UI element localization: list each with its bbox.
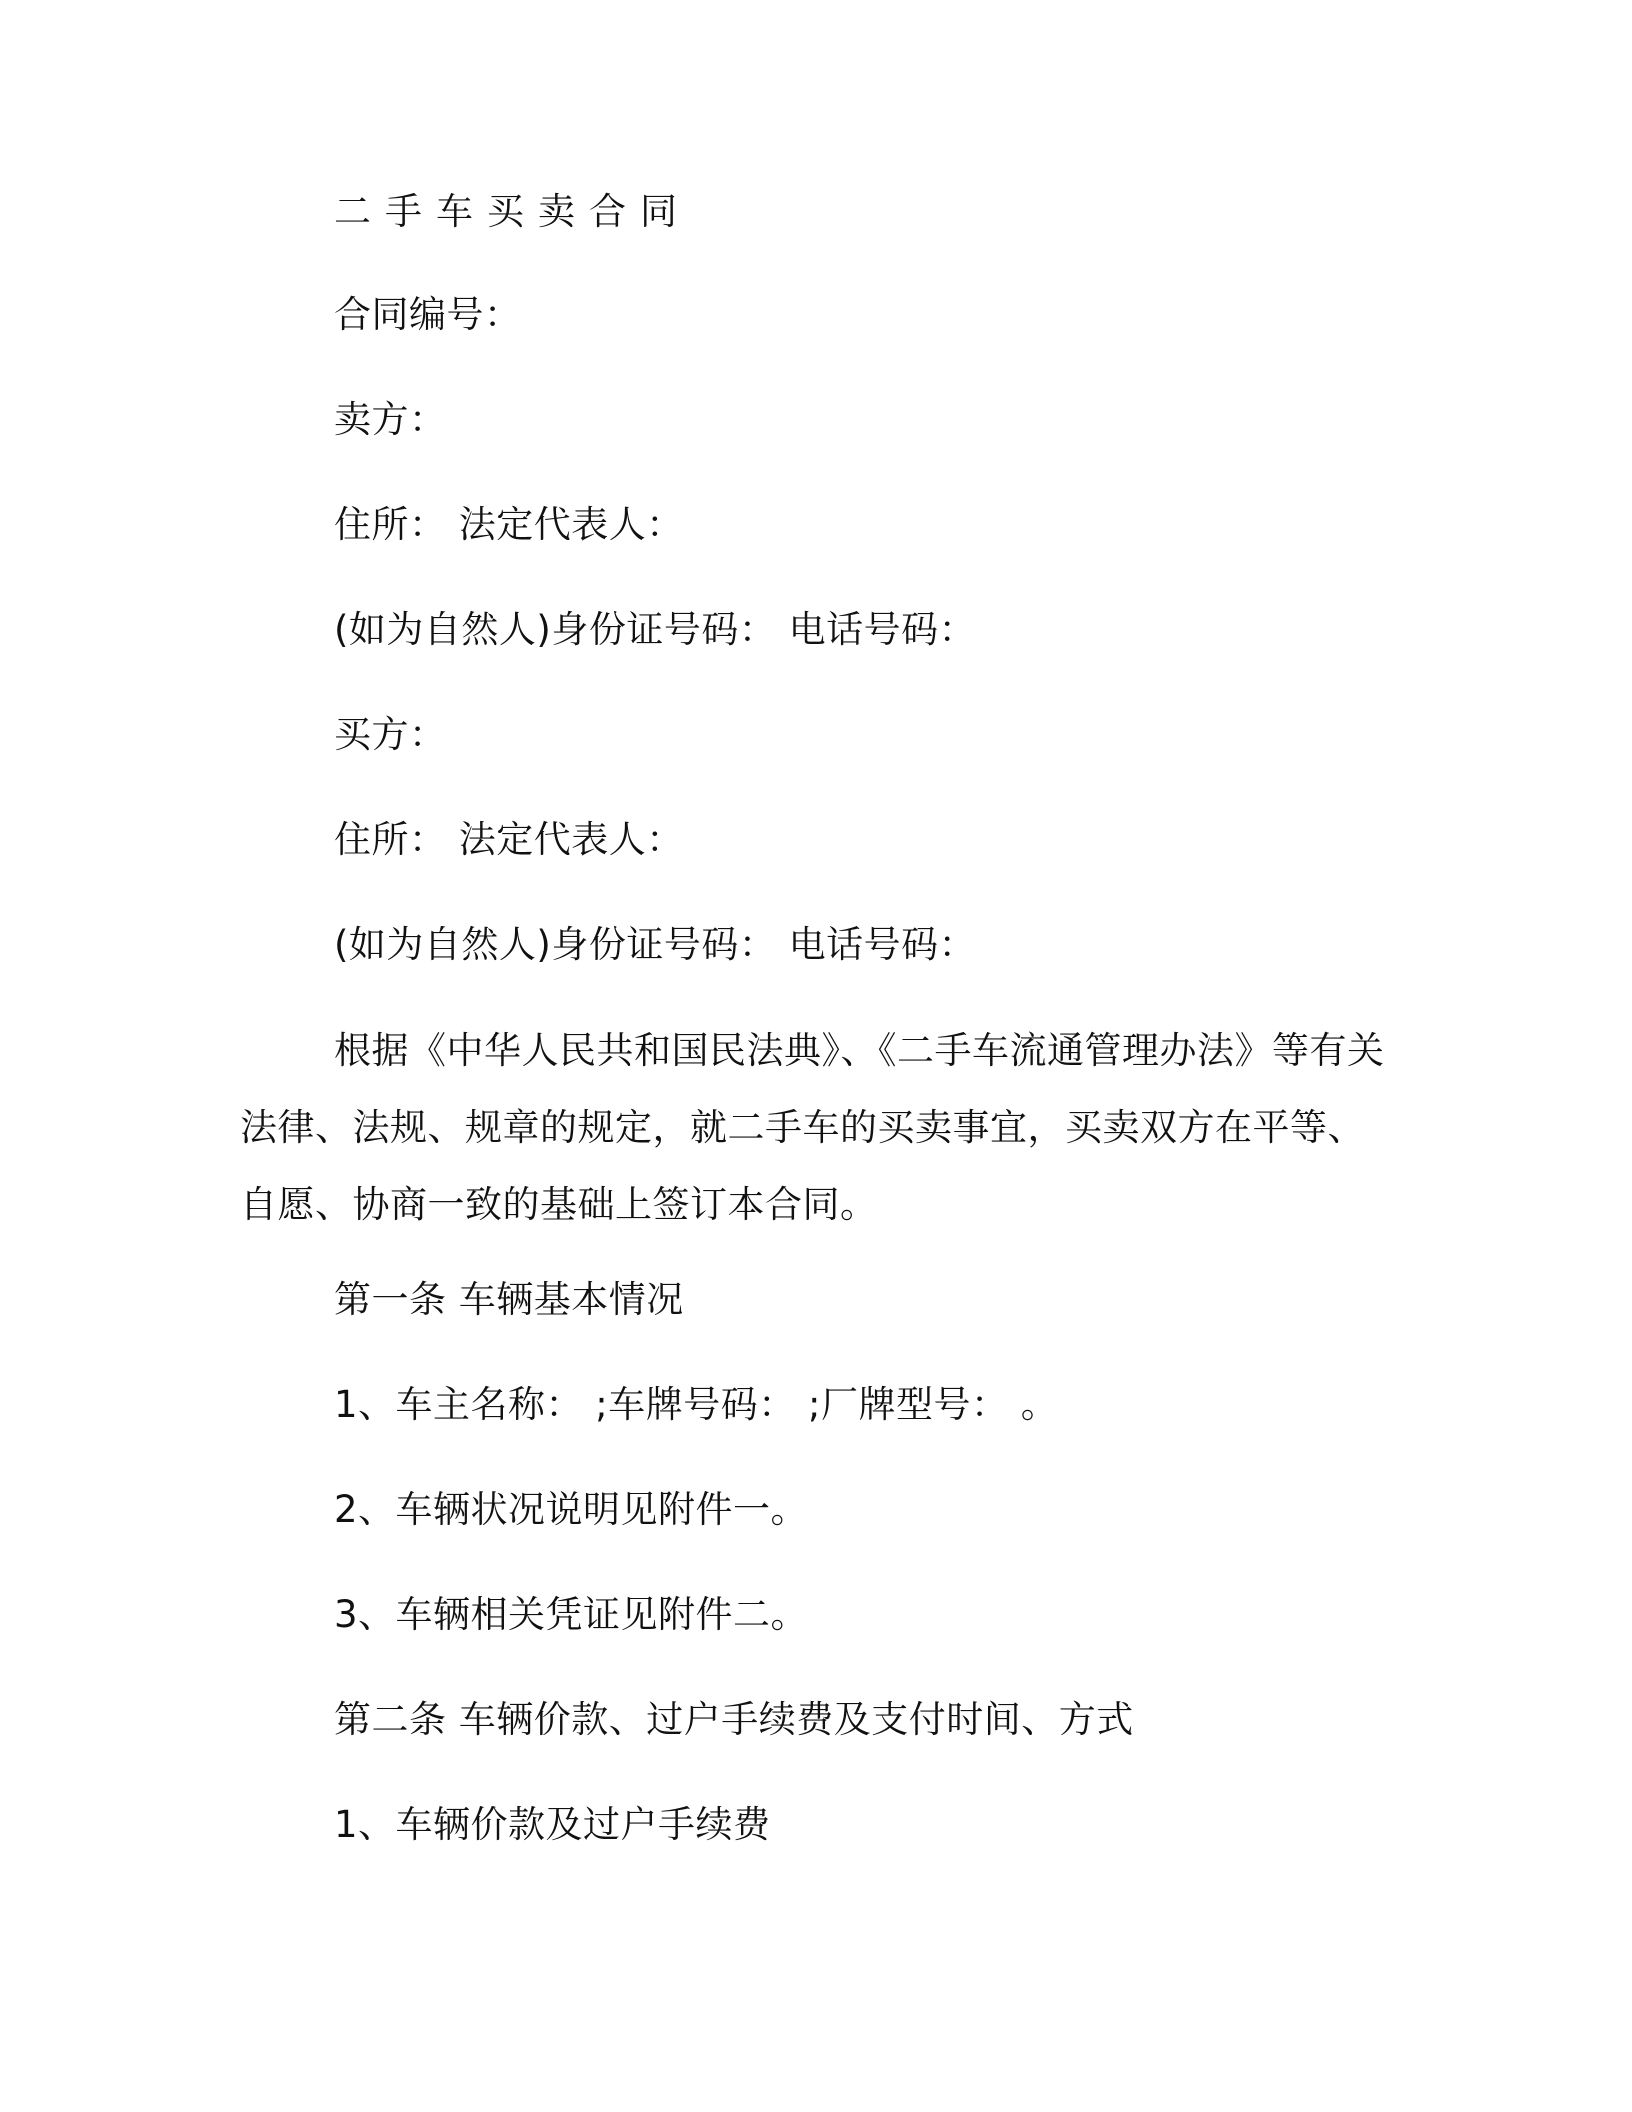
seller-id-phone-field: (如为自然人)身份证号码： 电话号码： bbox=[334, 608, 977, 651]
buyer-field: 买方： bbox=[334, 713, 447, 756]
article-1-item-2: 2、车辆状况说明见附件一。 bbox=[334, 1488, 809, 1531]
article-1-heading: 第一条 车辆基本情况 bbox=[334, 1278, 684, 1321]
article-1-item-1: 1、车主名称： ;车牌号码： ;厂牌型号： 。 bbox=[334, 1383, 1059, 1426]
buyer-address-field: 住所： 法定代表人： bbox=[334, 818, 684, 861]
seller-field: 卖方： bbox=[334, 398, 447, 441]
article-2-heading: 第二条 车辆价款、过户手续费及支付时间、方式 bbox=[334, 1698, 1134, 1741]
seller-address-field: 住所： 法定代表人： bbox=[334, 503, 684, 546]
contract-title: 二手车买卖合同 bbox=[334, 190, 691, 233]
document-body bbox=[240, 188, 1390, 1906]
buyer-id-phone-field: (如为自然人)身份证号码： 电话号码： bbox=[334, 923, 977, 966]
contract-number-field: 合同编号： bbox=[334, 293, 522, 336]
preamble-paragraph: 根据《中华人民共和国民法典》、《二手车流通管理办法》等有关法律、法规、规章的规定，就二手车的买卖事宜，买卖双方在平等、自愿、协商一致的基础上签订本合同。 bbox=[240, 1029, 1385, 1226]
article-1-item-3: 3、车辆相关凭证见附件二。 bbox=[334, 1593, 809, 1636]
article-2-item-1: 1、车辆价款及过户手续费 bbox=[334, 1803, 771, 1846]
